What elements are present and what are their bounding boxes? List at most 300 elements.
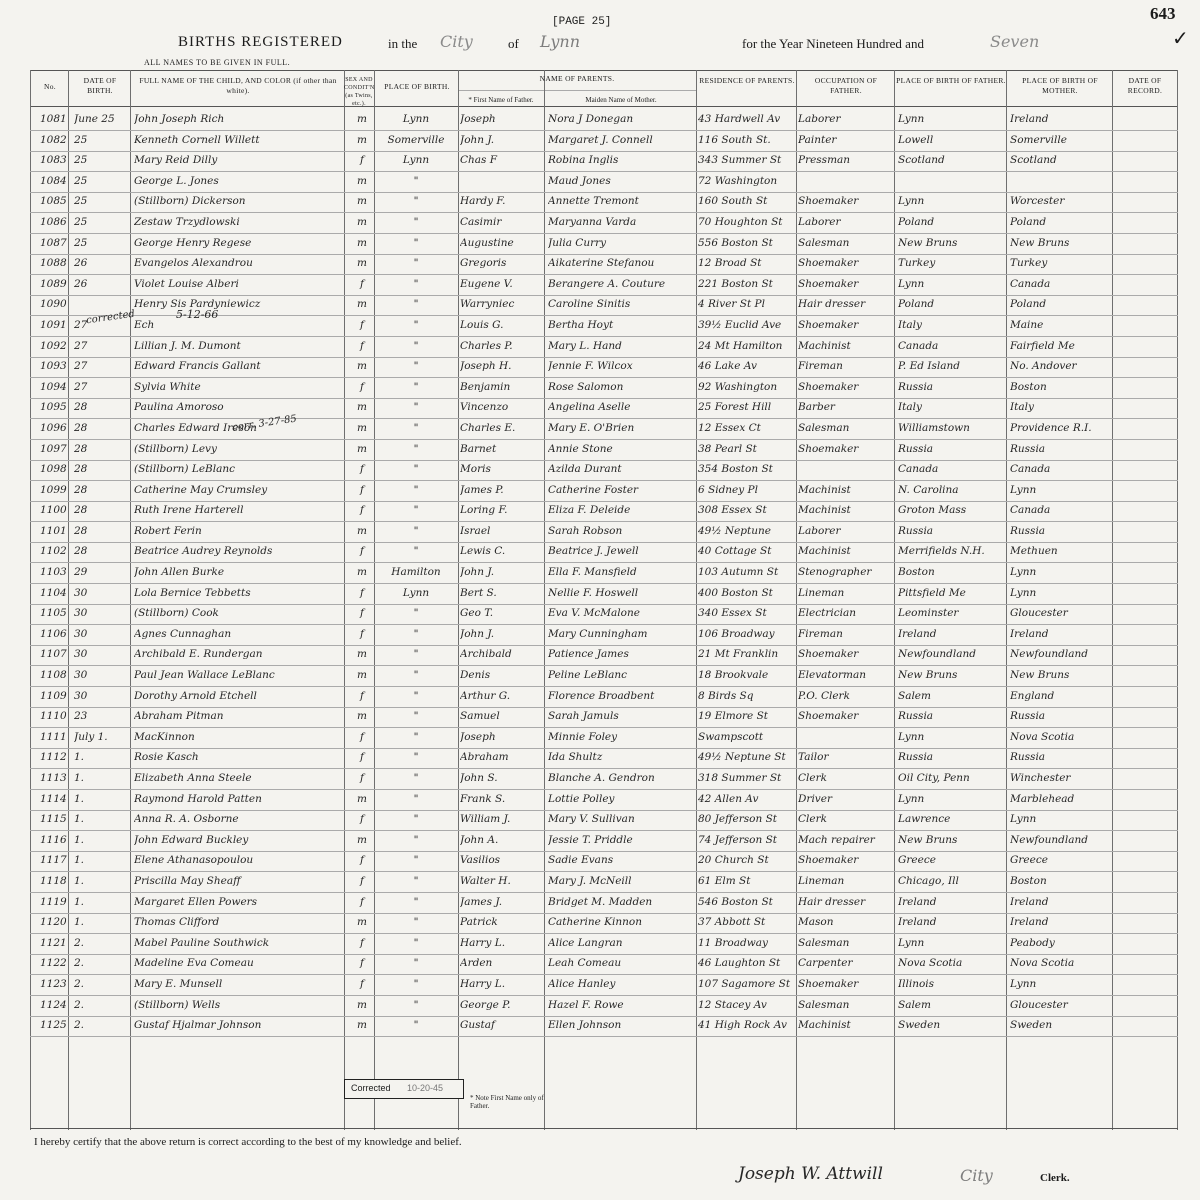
mother-maiden-name: Peline LeBlanc [548,669,628,682]
child-name: Mabel Pauline Southwick [134,936,270,949]
father-name-footnote: * Note First Name only of Father. [470,1094,544,1110]
child-name: (Stillborn) Cook [134,607,219,620]
page-number: 643 [1150,4,1176,23]
clerk-office: City [960,1166,993,1185]
entry-number: 1093 [40,360,67,373]
register-row [30,810,1178,831]
birth-date: 30 [74,648,88,661]
mother-maiden-name: Mary E. O'Brien [548,421,635,434]
father-first-name: Warryniec [460,298,515,311]
register-row [30,748,1178,769]
father-birthplace: Italy [898,401,922,414]
sex-condition: f [360,380,364,393]
father-first-name: Chas F [460,154,498,167]
register-row [30,851,1178,872]
mother-maiden-name: Beatrice J. Jewell [548,545,639,558]
father-first-name: Gregoris [460,257,507,270]
father-occupation: Salesman [798,936,850,949]
col-header-residence: RESIDENCE OF PARENTS. [699,76,795,85]
parents-residence: 12 Broad St [698,257,762,270]
father-first-name: Harry L. [460,977,506,990]
register-row [30,831,1178,852]
parents-residence: 6 Sidney Pl [698,483,758,496]
father-birthplace: Lynn [898,730,925,743]
mother-birthplace: Turkey [1010,257,1048,270]
certification-text: I hereby certify that the above return is correct according to the best of my knowledge and belief. [34,1136,462,1148]
father-occupation: Machinist [798,483,851,496]
father-birthplace: Boston [898,566,935,579]
birth-place: " [413,669,419,682]
mother-birthplace: Lynn [1010,977,1037,990]
father-first-name: Bert S. [460,586,497,599]
birth-place: " [413,463,419,476]
child-name: Archibald E. Rundergan [134,648,263,661]
register-row [30,872,1178,893]
sex-condition: m [357,442,367,455]
birth-date: 1. [74,813,85,826]
mother-birthplace: Poland [1010,298,1047,311]
register-row [30,337,1178,358]
correction-date-note: corr. 3-27-85 [231,413,298,434]
entry-number: 1081 [40,113,67,125]
birth-date: 2. [74,1019,85,1032]
birth-date: 27 [74,360,88,373]
mother-birthplace: Canada [1010,277,1051,290]
entry-number: 1094 [40,380,67,393]
parents-residence: 70 Houghton St [698,215,783,228]
birth-place: " [413,792,419,805]
child-name: Robert Ferin [134,524,202,537]
mother-birthplace: Gloucester [1010,607,1068,620]
birth-place: " [413,401,419,414]
child-name: Paul Jean Wallace LeBlanc [134,669,275,682]
sex-condition: f [360,463,364,476]
father-birthplace: Chicago, Ill [898,874,959,887]
register-row [30,522,1178,543]
birth-date: 23 [74,710,88,723]
birth-date: 26 [74,277,88,290]
father-birthplace: P. Ed Island [898,360,960,373]
entry-number: 1096 [40,421,67,434]
parents-residence: 18 Brookvale [698,669,769,682]
sex-condition: m [357,421,367,434]
mother-maiden-name: Nora J Donegan [548,113,634,125]
sex-condition: m [357,174,367,187]
child-name: Violet Louise Alberi [134,277,239,290]
register-row [30,604,1178,625]
col-header-date: DATE OF BIRTH. [83,76,117,95]
entry-number: 1125 [40,1019,67,1032]
page-subtitle: ALL NAMES TO BE GIVEN IN FULL. [144,58,291,67]
parents-residence: 546 Boston St [698,895,773,908]
sex-condition: m [357,257,367,270]
father-occupation: Shoemaker [798,318,859,331]
register-table [30,70,1178,1130]
parents-residence: 46 Laughton St [698,957,781,970]
mother-maiden-name: Margaret J. Connell [548,133,653,146]
mother-birthplace: Somerville [1010,133,1067,146]
child-name: Mary Reid Dilly [134,154,218,167]
birth-place: " [413,524,419,537]
mother-maiden-name: Bridget M. Madden [548,895,653,908]
birth-place: " [413,195,419,208]
register-row [30,707,1178,728]
birth-date: 28 [74,463,88,476]
entry-number: 1107 [40,648,67,661]
col-header-father: * First Name of Father. [468,96,534,104]
father-birthplace: Russia [898,751,934,764]
child-name: (Stillborn) Wells [134,998,221,1011]
father-occupation: Barber [798,401,835,414]
father-first-name: Archibald [460,648,512,661]
father-occupation: Salesman [798,236,850,249]
municipality-type: City [440,32,473,51]
parents-residence: 116 South St. [698,133,771,146]
father-occupation: Carpenter [798,957,853,970]
parents-residence: 43 Hardwell Av [698,113,781,125]
bottom-rule [30,1128,1178,1129]
correction-note: corrected [85,308,136,327]
father-first-name: John J. [460,566,495,579]
father-occupation: Pressman [798,154,851,167]
entry-number: 1120 [40,916,67,929]
parents-residence: 20 Church St [698,854,769,867]
father-first-name: Joseph [460,113,496,125]
mother-maiden-name: Angelina Aselle [548,401,631,414]
birth-date: 2. [74,936,85,949]
entry-number: 1114 [40,792,67,805]
birth-date: 1. [74,792,85,805]
father-first-name: Arthur G. [460,689,511,702]
birth-place: " [413,174,419,187]
sex-condition: f [360,504,364,517]
father-first-name: Vincenzo [460,401,509,414]
father-birthplace: Lynn [898,936,925,949]
birth-place: " [413,751,419,764]
father-first-name: Charles P. [460,339,513,352]
child-name: Rosie Kasch [134,751,199,764]
birth-date: 28 [74,483,88,496]
mother-birthplace: Marblehead [1010,792,1075,805]
mother-birthplace: Russia [1010,442,1046,455]
birth-date: 28 [74,442,88,455]
parents-residence: 25 Forest Hill [698,401,772,414]
father-birthplace: Lynn [898,113,925,125]
parents-residence: 343 Summer St [698,154,782,167]
father-first-name: John A. [460,833,499,846]
father-first-name: Israel [460,524,491,537]
mother-maiden-name: Maud Jones [548,174,611,187]
sex-condition: m [357,360,367,373]
mother-birthplace: Fairfield Me [1010,339,1075,352]
birth-date: 2. [74,957,85,970]
clerk-title: Clerk. [1040,1172,1070,1184]
birth-date: 1. [74,874,85,887]
sex-condition: f [360,586,364,599]
father-birthplace: Oil City, Penn [898,772,970,784]
child-name: Mary E. Munsell [134,977,223,990]
sex-condition: m [357,113,367,125]
sex-condition: f [360,874,364,887]
father-birthplace: Greece [898,854,936,867]
birth-place: " [413,442,419,455]
register-row [30,234,1178,255]
father-first-name: Arden [460,957,493,970]
register-row [30,481,1178,502]
parents-residence: 12 Essex Ct [698,421,761,434]
sex-condition: f [360,154,364,167]
birth-place: " [413,936,419,949]
birth-place: " [413,380,419,393]
mother-maiden-name: Sarah Jamuls [548,710,619,723]
birth-place: " [413,360,419,373]
father-first-name: James P. [460,483,504,496]
title-of: of [508,36,519,51]
entry-number: 1089 [40,277,67,290]
mother-birthplace: Boston [1010,380,1047,393]
mother-maiden-name: Berangere A. Couture [548,277,666,290]
father-occupation: Laborer [798,215,841,228]
father-birthplace: New Bruns [898,833,958,846]
sex-condition: f [360,277,364,290]
father-occupation: Machinist [798,545,851,558]
father-first-name: Lewis C. [460,545,506,558]
sex-condition: m [357,215,367,228]
sex-condition: f [360,730,364,743]
corrected-stamp [344,1079,464,1099]
sex-condition: f [360,977,364,990]
entry-number: 1092 [40,339,67,352]
child-name: Henry Sis Pardyniewicz [134,298,261,311]
father-birthplace: Russia [898,524,934,537]
entry-number: 1103 [40,566,67,579]
parents-residence: 160 South St [698,195,768,208]
birth-place: " [413,1019,419,1032]
birth-place: " [413,339,419,352]
parents-residence: Swampscott [698,730,764,743]
sex-condition: f [360,689,364,702]
birth-place: " [413,730,419,743]
child-name: Thomas Clifford [134,916,220,929]
birth-date: 25 [74,195,88,208]
child-name: George Henry Regese [134,236,252,249]
mother-maiden-name: Hazel F. Rowe [548,998,624,1011]
entry-number: 1111 [40,730,67,743]
register-row [30,687,1178,708]
father-occupation: Elevatorman [798,669,866,682]
birth-place: " [413,689,419,702]
birth-date: 25 [74,174,88,187]
birth-date: 1. [74,895,85,908]
child-name: Agnes Cunnaghan [134,627,232,640]
father-birthplace: Scotland [898,154,945,167]
parents-residence: 61 Elm St [698,874,751,887]
entry-number: 1102 [40,545,67,558]
entry-number: 1108 [40,669,67,682]
entry-number: 1121 [40,936,67,949]
mother-birthplace: Gloucester [1010,998,1068,1011]
child-name: Raymond Harold Patten [134,792,262,805]
mother-birthplace: Ireland [1010,895,1049,908]
father-occupation: Tailor [798,751,829,764]
register-row [30,666,1178,687]
child-name: John Edward Buckley [134,833,249,846]
entry-number: 1090 [40,298,67,311]
birth-place: " [413,545,419,558]
mother-birthplace: Maine [1010,318,1044,331]
parents-residence: 12 Stacey Av [698,998,767,1011]
father-occupation: Clerk [798,813,827,826]
child-name: Lillian J. M. Dumont [134,339,241,352]
birth-place: " [413,874,419,887]
birth-place: " [413,298,419,311]
father-occupation: Machinist [798,1019,851,1032]
father-occupation: Driver [798,792,832,805]
register-row [30,913,1178,934]
parents-residence: 103 Autumn St [698,566,779,579]
entry-number: 1118 [40,874,67,887]
child-name: Zestaw Trzydlowski [134,215,240,228]
birth-date: 1. [74,772,85,784]
mother-birthplace: Winchester [1010,772,1071,784]
father-birthplace: Lynn [898,195,925,208]
father-occupation: Hair dresser [798,895,866,908]
father-birthplace: Russia [898,442,934,455]
mother-maiden-name: Annie Stone [548,442,613,455]
birth-date: 25 [74,133,88,146]
mother-birthplace: Nova Scotia [1010,730,1075,743]
father-birthplace: Nova Scotia [898,957,963,970]
father-birthplace: Italy [898,318,922,331]
register-row [30,645,1178,666]
entry-number: 1097 [40,442,67,455]
correction-number: 5-12-66 [176,308,219,321]
father-birthplace: Poland [898,215,935,228]
birth-date: 30 [74,586,88,599]
entry-number: 1113 [40,772,67,784]
birth-date: 30 [74,627,88,640]
mother-maiden-name: Robina Inglis [548,154,619,167]
parents-residence: 40 Cottage St [698,545,772,558]
sex-condition: m [357,998,367,1011]
parents-residence: 49½ Neptune [698,524,771,537]
mother-birthplace: No. Andover [1010,360,1077,373]
father-first-name: Walter H. [460,874,511,887]
parents-residence: 4 River St Pl [698,298,765,311]
mother-birthplace: Providence R.I. [1010,421,1092,434]
row-rule [30,1036,1178,1037]
father-first-name: Barnet [460,442,497,455]
father-first-name: Joseph [460,730,496,743]
birth-place: " [413,421,419,434]
mother-birthplace: Lynn [1010,813,1037,826]
birth-place: " [413,833,419,846]
sex-condition: m [357,298,367,311]
register-row [30,728,1178,749]
mother-birthplace: Scotland [1010,154,1057,167]
child-name: MacKinnon [134,730,195,743]
birth-date: 1. [74,751,85,764]
entry-number: 1098 [40,463,67,476]
col-header-occupation: OCCUPATION OF FATHER. [814,76,878,95]
child-name: (Stillborn) LeBlanc [134,463,236,476]
sex-condition: f [360,772,364,784]
mother-maiden-name: Bertha Hoyt [548,318,614,331]
birth-date: 30 [74,607,88,620]
mother-maiden-name: Eva V. McMalone [548,607,640,620]
father-first-name: Louis G. [460,318,504,331]
birth-place: " [413,957,419,970]
sex-condition: m [357,1019,367,1032]
col-header-mother: Maiden Name of Mother. [585,96,657,104]
register-row [30,254,1178,275]
father-first-name: Denis [460,669,491,682]
sex-condition: f [360,895,364,908]
father-birthplace: Lawrence [898,813,951,826]
birth-place: " [413,277,419,290]
father-occupation: Clerk [798,772,827,784]
birth-date: 28 [74,545,88,558]
entry-number: 1087 [40,236,67,249]
mother-maiden-name: Caroline Sinitis [548,298,631,311]
city-name: Lynn [540,32,580,51]
father-birthplace: New Bruns [898,236,958,249]
birth-place: " [413,257,419,270]
mother-maiden-name: Catherine Foster [548,483,639,496]
entry-number: 1086 [40,215,67,228]
father-first-name: Augustine [460,236,514,249]
parents-residence: 39½ Euclid Ave [698,318,782,331]
birth-place: " [413,916,419,929]
birth-place: " [413,648,419,661]
father-occupation: Fireman [798,360,843,373]
father-birthplace: Ireland [898,895,937,908]
mother-birthplace: Boston [1010,874,1047,887]
father-birthplace: N. Carolina [898,483,959,496]
mother-birthplace: Worcester [1010,195,1065,208]
parents-residence: 24 Mt Hamilton [698,339,783,352]
child-name: Ruth Irene Harterell [134,504,244,517]
father-occupation: Laborer [798,524,841,537]
register-row [30,460,1178,481]
entry-number: 1105 [40,607,67,620]
parents-residence: 21 Mt Franklin [698,648,779,661]
entry-number: 1104 [40,586,67,599]
col-header-sex: SEX AND CONDIT'N (as Twins, etc.). [344,77,375,107]
sex-condition: m [357,792,367,805]
register-row [30,625,1178,646]
child-name: Charles Edward Ireson [134,421,257,434]
child-name: Elizabeth Anna Steele [134,772,252,784]
parents-residence: 46 Lake Av [698,360,757,373]
birth-place: " [413,895,419,908]
col-header-father-birthplace: PLACE OF BIRTH OF FATHER. [896,76,1006,85]
col-header-place: PLACE OF BIRTH. [384,82,450,91]
entry-number: 1119 [40,895,67,908]
mother-maiden-name: Nellie F. Hoswell [548,586,639,599]
entry-number: 1083 [40,154,67,167]
father-occupation: Electrician [798,607,856,620]
mother-maiden-name: Patience James [548,648,629,661]
father-first-name: John S. [460,772,498,784]
father-occupation: Hair dresser [798,298,866,311]
father-first-name: Gustaf [460,1019,495,1032]
mother-maiden-name: Florence Broadbent [548,689,655,702]
register-row [30,996,1178,1017]
mother-birthplace: Russia [1010,524,1046,537]
child-name: (Stillborn) Dickerson [134,195,246,208]
father-occupation: Lineman [798,874,845,887]
